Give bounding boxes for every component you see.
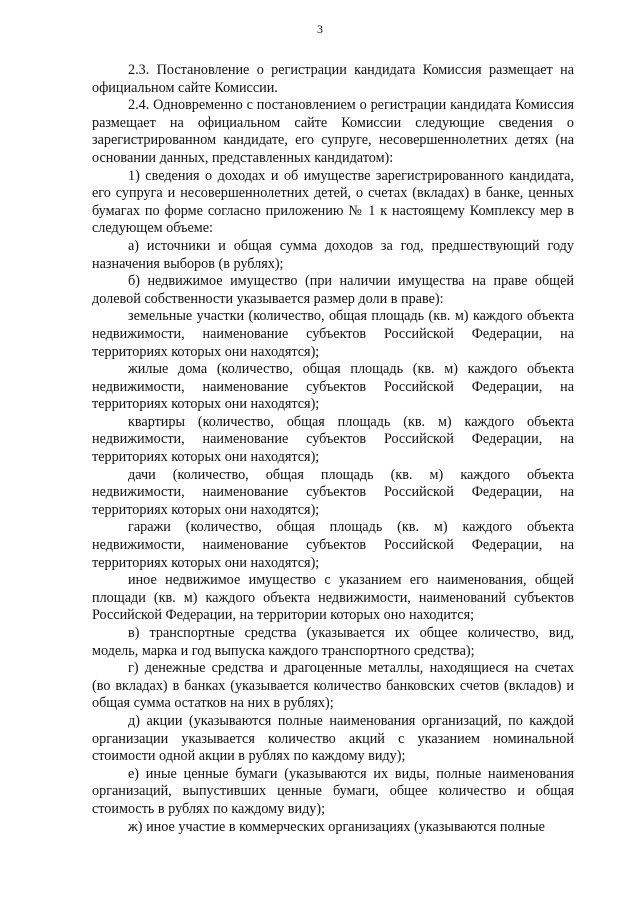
paragraph-houses: жилые дома (количество, общая площадь (кв. м) каждого объекта недвижимости, наименование субъектов Российской Федерации, на территориях которых они находятся); <box>92 361 574 413</box>
paragraph-2-3: 2.3. Постановление о регистрации кандидата Комиссия размещает на официальном сайте Комиссии. <box>92 62 574 96</box>
paragraph-item-1: 1) сведения о доходах и об имуществе зарегистрированного кандидата, его супруга и несовершеннолетних детей, о счетах (вкладах) в банке, ценных бумагах по форме согласно приложению № 1 к настоящему Комплексу мер в следующем объеме: <box>92 167 574 237</box>
document-body <box>92 62 574 836</box>
paragraph-land-plots: земельные участки (количество, общая площадь (кв. м) каждого объекта недвижимости, наименование субъектов Российской Федерации, на территориях которых они находятся); <box>92 308 574 360</box>
paragraph-2-4: 2.4. Одновременно с постановлением о регистрации кандидата Комиссия размещает на официальном сайте Комиссии следующие сведения о зарегистрированном кандидате, его супруге, несовершеннолетних детях (на основании данных, представленных кандидатом): <box>92 97 574 166</box>
paragraph-other-property: иное недвижимое имущество с указанием его наименования, общей площади (кв. м) каждого объекта недвижимости, наименований субъектов Российской Федерации, на территории которых оно находится; <box>92 572 574 624</box>
paragraph-item-a: а) источники и общая сумма доходов за год, предшествующий году назначения выборов (в рублях); <box>92 237 574 272</box>
paragraph-garages: гаражи (количество, общая площадь (кв. м) каждого объекта недвижимости, наименование субъектов Российской Федерации, на территориях которых они находятся); <box>92 519 574 571</box>
paragraph-item-e: е) иные ценные бумаги (указываются их виды, полные наименования организаций, выпустивших ценные бумаги, общее количество и общая стоимость в рублях по каждому виду); <box>92 765 574 817</box>
paragraph-item-g: г) денежные средства и драгоценные металлы, находящиеся на счетах (во вкладах) в банках (указывается количество банковских счетов (вкладов) и общая сумма остатков на них в рублях); <box>92 660 574 712</box>
paragraph-item-b: б) недвижимое имущество (при наличии имущества на праве общей долевой собственности указывается размер доли в праве): <box>92 273 574 307</box>
paragraph-apartments: квартиры (количество, общая площадь (кв. м) каждого объекта недвижимости, наименование субъектов Российской Федерации, на территориях которых они находятся); <box>92 413 574 466</box>
page-number: 3 <box>317 22 323 36</box>
paragraph-dachas: дачи (количество, общая площадь (кв. м) каждого объекта недвижимости, наименование субъектов Российской Федерации, на территориях которых они находятся); <box>92 466 574 518</box>
paragraph-item-d: д) акции (указываются полные наименования организаций, по каждой организации указывается количество акций с указанием номинальной стоимости одной акции в рублях по каждому виду); <box>92 712 574 765</box>
paragraph-item-zh: ж) иное участие в коммерческих организациях (указываются полные <box>128 818 545 835</box>
paragraph-item-v: в) транспортные средства (указывается их общее количество, вид, модель, марка и год выпуска каждого транспортного средства); <box>92 625 574 659</box>
